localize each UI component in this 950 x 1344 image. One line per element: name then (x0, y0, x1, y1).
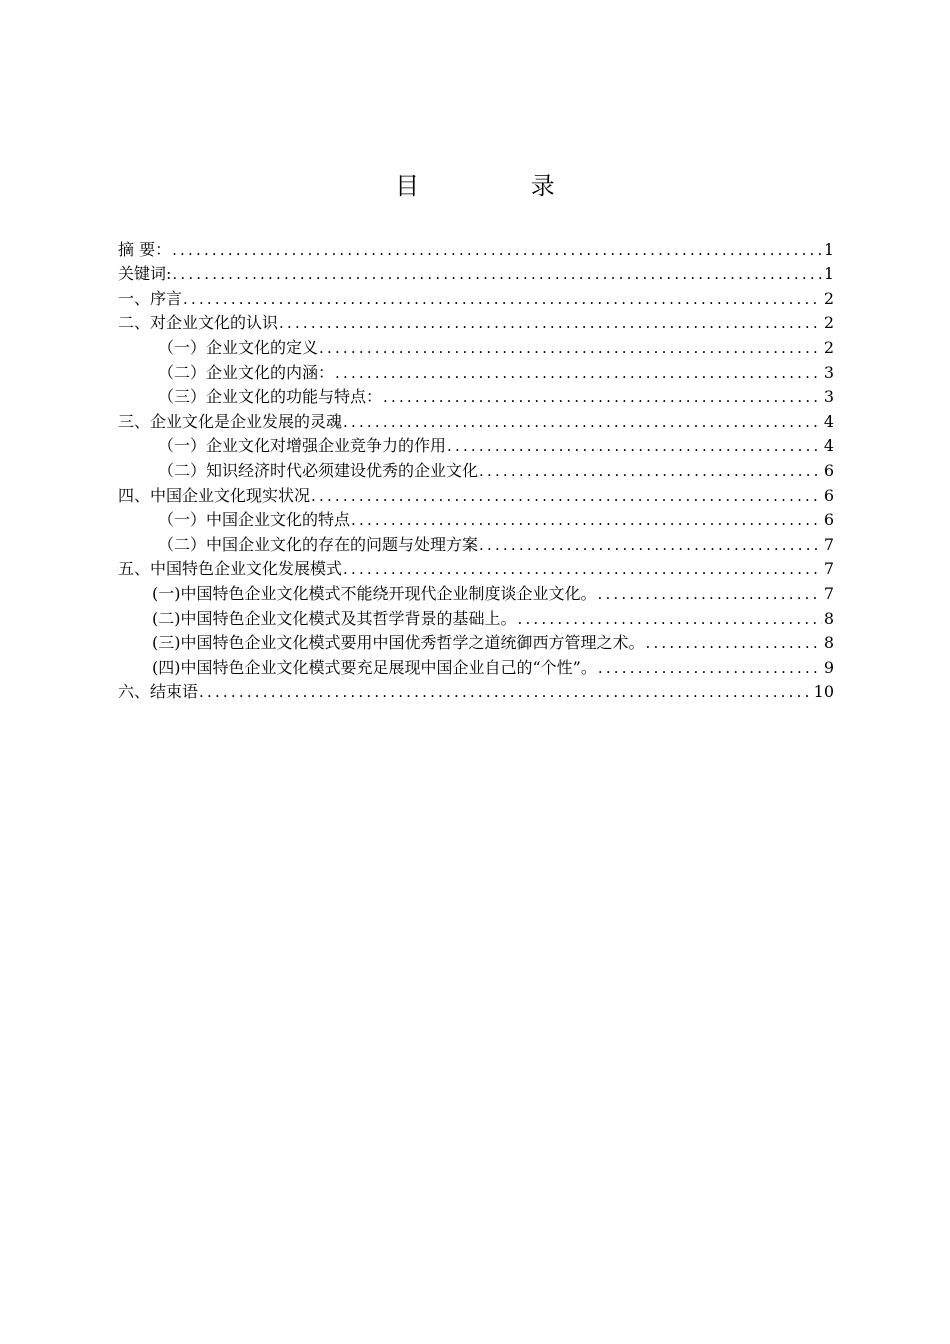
dot-leader (183, 289, 822, 309)
toc-page-number: 6 (823, 485, 834, 505)
toc-entry-label: (一)中国特色企业文化模式不能绕开现代企业制度谈企业文化。 (152, 583, 597, 603)
toc-page-number: 8 (823, 633, 834, 653)
toc-page-number: 7 (823, 583, 834, 603)
toc-page-number: 7 (823, 534, 834, 554)
toc-entry-label: （一）企业文化的定义 (158, 337, 319, 357)
dot-leader (172, 240, 822, 260)
dot-leader (335, 363, 822, 383)
dot-leader (598, 658, 822, 678)
toc-entry-label: （一）中国企业文化的特点 (158, 510, 351, 530)
toc-entry-section-5-2[interactable] (118, 604, 834, 629)
toc-entry-keywords[interactable] (118, 260, 834, 285)
toc-page-number: 4 (823, 411, 834, 431)
toc-entry-section-2-3[interactable] (118, 383, 834, 408)
dot-leader (343, 412, 822, 432)
dot-leader (479, 461, 822, 481)
table-of-contents (118, 235, 834, 702)
toc-entry-section-5-4[interactable] (118, 653, 834, 678)
toc-entry-abstract[interactable] (118, 235, 834, 260)
toc-entry-label: 四、中国企业文化现实状况 (118, 485, 311, 505)
toc-page-number: 6 (823, 460, 834, 480)
toc-page-number: 1 (823, 264, 834, 284)
toc-entry-section-5[interactable] (118, 555, 834, 580)
toc-entry-section-4-2[interactable] (118, 530, 834, 555)
dot-leader (479, 535, 822, 555)
dot-leader (199, 682, 812, 702)
toc-entry-section-2[interactable] (118, 309, 834, 334)
toc-page-number: 3 (823, 387, 834, 407)
toc-entry-label: 三、企业文化是企业发展的灵魂 (118, 411, 343, 431)
toc-entry-label: 六、结束语 (118, 682, 199, 702)
toc-page-number: 6 (823, 510, 834, 530)
toc-page-number: 2 (823, 313, 834, 333)
toc-entry-section-1[interactable] (118, 284, 834, 309)
toc-entry-section-2-1[interactable] (118, 333, 834, 358)
toc-entry-label: 二、对企业文化的认识 (118, 313, 279, 333)
toc-page-number: 9 (823, 657, 834, 677)
toc-entry-label: 一、序言 (118, 288, 183, 308)
toc-page-number: 7 (823, 559, 834, 579)
toc-entry-label: （三）企业文化的功能与特点： (158, 387, 383, 407)
toc-entry-label: （二）知识经济时代必须建设优秀的企业文化 (158, 460, 479, 480)
toc-page-number: 2 (823, 288, 834, 308)
toc-entry-section-4[interactable] (118, 481, 834, 506)
toc-entry-section-6[interactable] (118, 678, 834, 703)
toc-entry-label: (三)中国特色企业文化模式要用中国优秀哲学之道统御西方管理之术。 (152, 633, 645, 653)
toc-page-number: 8 (823, 608, 834, 628)
dot-leader (319, 338, 822, 358)
dot-leader (351, 510, 822, 530)
toc-entry-label: （二）企业文化的内涵： (158, 362, 335, 382)
toc-entry-label: 五、中国特色企业文化发展模式 (118, 559, 343, 579)
toc-page-number: 10 (813, 682, 834, 702)
toc-page-number: 3 (823, 362, 834, 382)
toc-entry-section-3[interactable] (118, 407, 834, 432)
toc-entry-section-5-1[interactable] (118, 579, 834, 604)
toc-entry-section-3-1[interactable] (118, 432, 834, 457)
toc-title: 目 录 (395, 172, 607, 200)
dot-leader (172, 264, 821, 284)
dot-leader (447, 436, 822, 456)
toc-page-number: 1 (823, 239, 834, 259)
dot-leader (343, 559, 822, 579)
toc-entry-label: 关键词: (118, 264, 172, 284)
dot-leader (518, 609, 822, 629)
toc-entry-section-5-3[interactable] (118, 629, 834, 654)
toc-page-number: 4 (823, 436, 834, 456)
dot-leader (598, 584, 822, 604)
toc-entry-label: 摘 要： (118, 239, 172, 259)
dot-leader (311, 486, 822, 506)
dot-leader (279, 313, 822, 333)
toc-entry-label: （二）中国企业文化的存在的问题与处理方案 (158, 534, 479, 554)
toc-entry-label: （一）企业文化对增强企业竞争力的作用 (158, 436, 447, 456)
toc-entry-section-4-1[interactable] (118, 506, 834, 531)
toc-page-number: 2 (823, 337, 834, 357)
toc-entry-label: (四)中国特色企业文化模式要充足展现中国企业自己的“个性”。 (152, 657, 597, 677)
dot-leader (383, 387, 822, 407)
toc-entry-section-2-2[interactable] (118, 358, 834, 383)
toc-entry-section-3-2[interactable] (118, 456, 834, 481)
toc-entry-label: (二)中国特色企业文化模式及其哲学背景的基础上。 (152, 608, 517, 628)
dot-leader (646, 633, 822, 653)
